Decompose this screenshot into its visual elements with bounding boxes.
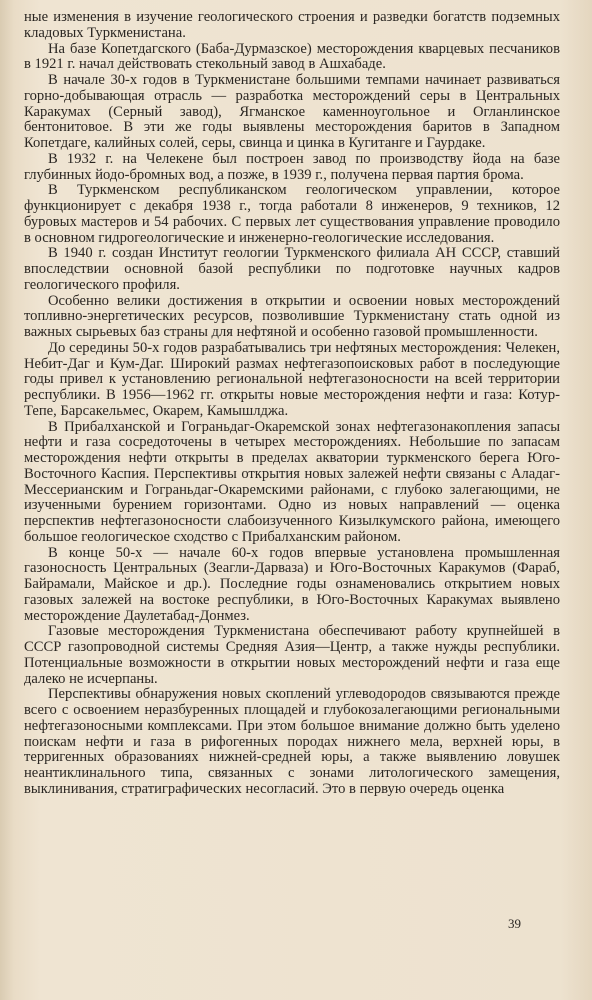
paragraph: На базе Копетдагского (Баба-Дурмазское) месторождения кварцевых песчаников в 1921 г. начал действовать стекольный завод в Ашхабаде. [24,40,560,73]
paragraph: Перспективы обнаружения новых скоплений углеводородов связываются прежде всего с освоением неразбуренных площадей и глубокозалегающими региональными нефтегазоносными комплексами. При этом большое внимание должно быть уделено поискам нефти и газа в рифогенных породах нижнего мела, верхней юры, в терригенных образованиях нижней-средней юры, а также выявлению ловушек неантиклинального типа, связанных с зонами литологического замещения, выклинивания, стратиграфических несогласий. Это в первую очередь оценка [24,686,560,797]
paragraph: Особенно велики достижения в открытии и освоении новых месторождений топливно-энергетических ресурсов, позволившие Туркменистану стать одной из важных сырьевых баз страны для нефтяной и особенно газовой промышленности. [24,292,560,340]
body-text [24,10,560,798]
page-number: 39 [508,916,521,931]
paragraph: В конце 50-х — начале 60-х годов впервые установлена промышленная газоносность Центральных (Зеагли-Дарваза) и Юго-Восточных Каракумов (Фараб, Байрамали, Майское и др.). Последние годы ознаменовались открытием новых газовых залежей на востоке республики, в Юго-Восточных Каракумах выявлено месторождение Даулетабад-Донмез. [24,544,560,624]
paragraph: ные изменения в изучение геологического строения и разведки богатств подземных кладовых Туркменистана. [24,9,560,41]
paragraph: До середины 50-х годов разрабатывались три нефтяных месторождения: Челекен, Небит-Даг и Кум-Даг. Широкий размах нефтегазопоисковых работ в последующие годы привел к установлению региональной нефтегазоносности на всей территории республики. В 1956—1962 гг. открыты новые месторождения нефти и газа: Котур-Тепе, Барсакельмес, Окарем, Камышлджа. [24,339,560,419]
paragraph: Газовые месторождения Туркменистана обеспечивают работу крупнейшей в СССР газопроводной системы Средняя Азия—Центр, а также нужды республики. Потенциальные возможности в открытии новых месторождений нефти и газа еще далеко не исчерпаны. [24,623,560,687]
paragraph: В Туркменском республиканском геологическом управлении, которое функционирует с декабря 1938 г., тогда работали 8 инженеров, 9 техников, 12 буровых мастеров и 54 рабочих. С первых лет существования управление проводило в основном гидрогеологические и инженерно-геологические исследования. [24,182,560,246]
paragraph: В Прибалханской и Гограньдаг-Окаремской зонах нефтегазонакопления запасы нефти и газа сосредоточены в четырех месторождениях. Небольшие по запасам месторождения нефти открыты в пределах акватории туркменского берега Юго-Восточного Каспия. Перспективы открытия новых залежей нефти связаны с Аладаг-Мессерианским и Гограньдаг-Окаремскими районами, с глубоко залегающими, не изученными бурением горизонтами. Одно из новых направлений — оценка перспектив нефтегазоносности слабоизученного Кизылкумского района, имеющего большое геологическое сходство с Прибалханским районом. [24,418,560,545]
paragraph: В 1940 г. создан Институт геологии Туркменского филиала АН СССР, ставший впоследствии основной базой республики по подготовке научных кадров геологического профиля. [24,245,560,293]
paragraph: В 1932 г. на Челекене был построен завод по производству йода на базе глубинных йодо-бромных вод, а позже, в 1939 г., получена первая партия брома. [24,150,560,183]
paragraph: В начале 30-х годов в Туркменистане большими темпами начинает развиваться горно-добывающая отрасль — разработка месторождений серы в Центральных Каракумах (Серный завод), Ягманское каменноугольное и Огланлинское бентонитовое. В эти же годы выявлены месторождения баритов в Западном Копетдаге, калийных солей, серы, свинца и цинка в Кугитанге и Гаурдаке. [24,72,560,151]
